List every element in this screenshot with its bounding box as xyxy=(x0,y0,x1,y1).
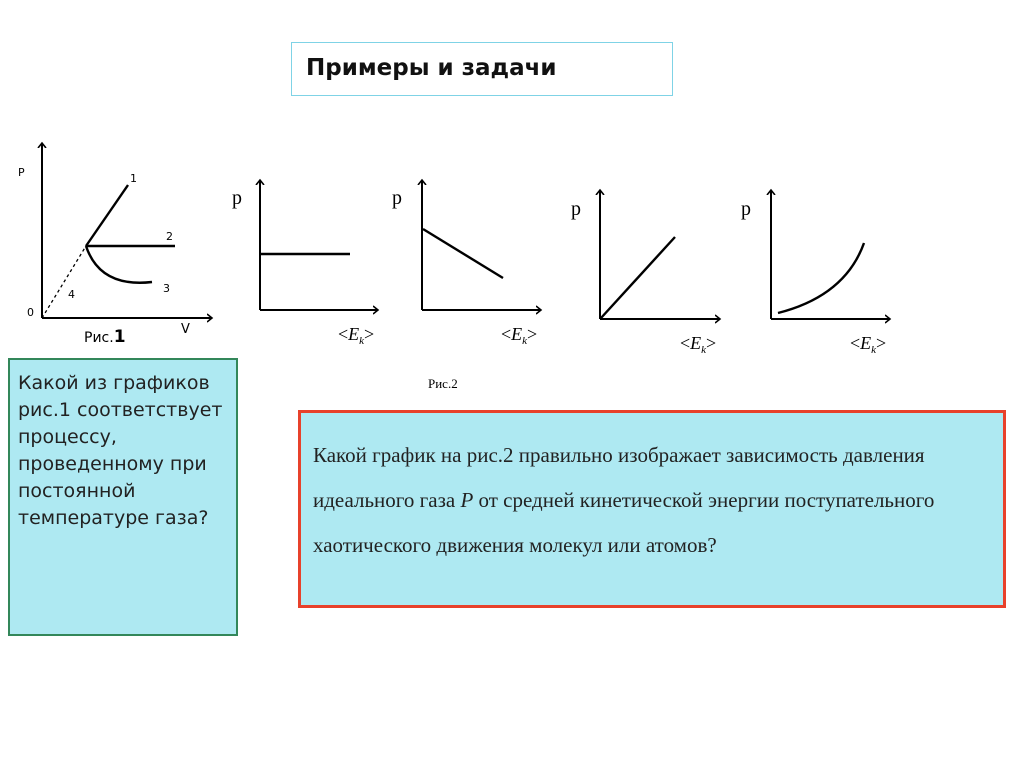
fig1-curve-3 xyxy=(86,246,152,283)
fig2-graph-1-axis-y-label: p xyxy=(232,187,242,209)
fig2-graph-1-axis-x-label: $<E_k>$ xyxy=(338,324,375,347)
question-2-variable: P xyxy=(460,488,474,512)
fig1-caption: Рис.1 xyxy=(84,327,126,347)
fig1-curve-4 xyxy=(42,246,86,318)
question-1-box xyxy=(8,358,238,636)
fig2-graph-3-axis-x-label: $<E_k>$ xyxy=(680,333,717,356)
fig2-graph-4-axis-x-label: $<E_k>$ xyxy=(850,333,887,356)
page-title: Примеры и задачи xyxy=(306,55,557,81)
question-2-box xyxy=(298,410,1006,608)
fig2-graph-3 xyxy=(571,190,720,356)
fig1-axis-x-label: V xyxy=(181,322,190,337)
fig1-label-3: 3 xyxy=(163,282,170,295)
fig1-diagram xyxy=(18,143,212,347)
fig2-graph-4 xyxy=(741,190,890,356)
fig1-origin-label: 0 xyxy=(27,306,34,319)
fig2-graph-3-curve xyxy=(601,237,675,318)
fig2-graph-2-axis-y-label: p xyxy=(392,187,402,209)
fig2-caption: Рис.2 xyxy=(428,376,458,391)
fig1-label-1: 1 xyxy=(130,172,137,185)
fig2-graph-4-curve xyxy=(778,243,864,313)
fig2-graph-2 xyxy=(392,180,541,347)
fig1-curve-1 xyxy=(86,185,128,246)
question-2-text xyxy=(313,433,993,568)
fig2-graph-2-curve xyxy=(423,229,503,278)
question-2-part-1: Какой график на рис.2 правильно изображает зависимость давления идеального газа xyxy=(313,443,925,512)
fig2-graph-4-axis-y-label: p xyxy=(741,198,751,220)
fig2-graph-3-axis-y-label: p xyxy=(571,198,581,220)
fig1-label-4: 4 xyxy=(68,288,75,301)
fig1-axis-y-label: P xyxy=(18,166,25,179)
question-1-text: Какой из графиков рис.1 соответствует процессу, проведенному при постоянной температуре газа? xyxy=(18,372,223,529)
fig2-graph-1 xyxy=(232,180,378,347)
question-2-part-2: от средней кинетической энергии поступательного хаотического движения молекул или атомов? xyxy=(313,488,935,557)
fig2-graph-2-axis-x-label: $<E_k>$ xyxy=(501,324,538,347)
fig1-label-2: 2 xyxy=(166,230,173,243)
